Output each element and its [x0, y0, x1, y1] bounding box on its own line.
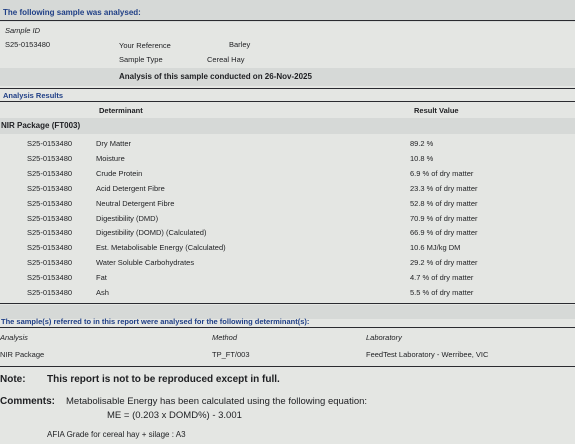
table-row — [0, 154, 575, 169]
comments-line1: Metabolisable Energy has been calculated using the following equation: — [66, 396, 368, 407]
methods-col-method: Method — [212, 333, 238, 342]
determinant-cell: Fat — [96, 273, 107, 283]
methods-lab: FeedTest Laboratory - Werribee, VIC — [366, 350, 489, 359]
methods-title: The sample(s) referred to in this report were analysed for the following determinant(s): — [1, 317, 310, 326]
sample-id-cell: S25-0153480 — [27, 288, 73, 297]
table-row — [0, 169, 575, 184]
comments-label: Comments: — [0, 396, 56, 407]
comments-line2: ME = (0.203 x DOMD%) - 3.001 — [107, 410, 242, 421]
conducted-text: Analysis of this sample conducted on 26-Nov-2025 — [119, 72, 312, 81]
comments-line3: AFIA Grade for cereal hay + silage : A3 — [47, 430, 186, 439]
sample-type-label: Sample Type — [119, 55, 163, 64]
header-rule — [0, 20, 575, 21]
determinant-cell: Dry Matter — [96, 139, 132, 148]
sample-id-cell: S25-0153480 — [27, 183, 73, 193]
table-row — [0, 228, 575, 243]
determinant-cell: Est. Metabolisable Energy (Calculated) — [96, 243, 226, 253]
determinant-cell: Neutral Detergent Fibre — [96, 198, 175, 208]
sample-id-cell: S25-0153480 — [27, 139, 73, 148]
table-row — [0, 184, 575, 199]
methods-analysis: NIR Package — [0, 350, 45, 359]
result-value-cell: 52.8 % of dry matter — [410, 198, 478, 208]
result-value-cell: 10.8 % — [410, 153, 434, 163]
sample-id-label: Sample ID — [5, 26, 41, 35]
sample-id-cell: S25-0153480 — [27, 258, 73, 268]
determinant-cell: Crude Protein — [96, 168, 143, 178]
header-title: The following sample was analysed: — [3, 8, 141, 17]
table-row — [0, 199, 575, 214]
table-row — [0, 273, 575, 288]
sample-type-value: Cereal Hay — [207, 55, 245, 64]
table-row — [0, 214, 575, 229]
sample-id-value: S25-0153480 — [5, 40, 51, 49]
package-band — [0, 118, 575, 134]
methods-method: TP_FT/003 — [212, 350, 250, 359]
note-text: This report is not to be reproduced except in full. — [47, 374, 280, 385]
sample-id-cell: S25-0153480 — [27, 198, 73, 208]
result-value-cell: 5.5 % of dry matter — [410, 288, 474, 297]
table-row — [0, 243, 575, 258]
result-value-cell: 70.9 % of dry matter — [410, 213, 478, 223]
col-determinant-header: Determinant — [99, 106, 143, 115]
methods-rule-bottom — [0, 366, 575, 367]
sample-id-cell: S25-0153480 — [27, 243, 73, 253]
results-rule-mid — [0, 101, 575, 102]
results-rule-bottom — [0, 303, 575, 304]
sample-id-cell: S25-0153480 — [27, 213, 73, 223]
table-row — [0, 288, 575, 303]
determinant-cell: Digestibility (DOMD) (Calculated) — [96, 228, 207, 238]
col-result-header: Result Value — [414, 106, 459, 115]
sample-id-cell: S25-0153480 — [27, 273, 73, 283]
determinant-cell: Moisture — [96, 153, 125, 163]
determinant-cell: Water Soluble Carbohydrates — [96, 258, 195, 268]
result-value-cell: 23.3 % of dry matter — [410, 183, 478, 193]
results-rule-top — [0, 88, 575, 89]
result-value-cell: 89.2 % — [410, 139, 434, 148]
reference-value: Barley — [229, 40, 251, 49]
sample-id-cell: S25-0153480 — [27, 228, 73, 238]
note-label: Note: — [0, 374, 26, 385]
methods-col-analysis: Analysis — [0, 333, 28, 342]
determinant-cell: Acid Detergent Fibre — [96, 183, 165, 193]
table-row — [0, 258, 575, 273]
result-value-cell: 29.2 % of dry matter — [410, 258, 478, 268]
methods-col-lab: Laboratory — [366, 333, 402, 342]
package-name: NIR Package (FT003) — [1, 121, 81, 130]
result-value-cell: 6.9 % of dry matter — [410, 168, 474, 178]
methods-rule — [0, 327, 575, 328]
sample-id-cell: S25-0153480 — [27, 153, 73, 163]
result-value-cell: 66.9 % of dry matter — [410, 228, 478, 238]
results-title: Analysis Results — [3, 91, 64, 100]
result-value-cell: 10.6 MJ/kg DM — [410, 243, 461, 253]
reference-label: Your Reference — [119, 41, 171, 50]
determinant-cell: Ash — [96, 288, 109, 297]
determinant-cell: Digestibility (DMD) — [96, 213, 159, 223]
table-row — [0, 139, 575, 154]
sample-id-cell: S25-0153480 — [27, 168, 73, 178]
result-value-cell: 4.7 % of dry matter — [410, 273, 474, 283]
